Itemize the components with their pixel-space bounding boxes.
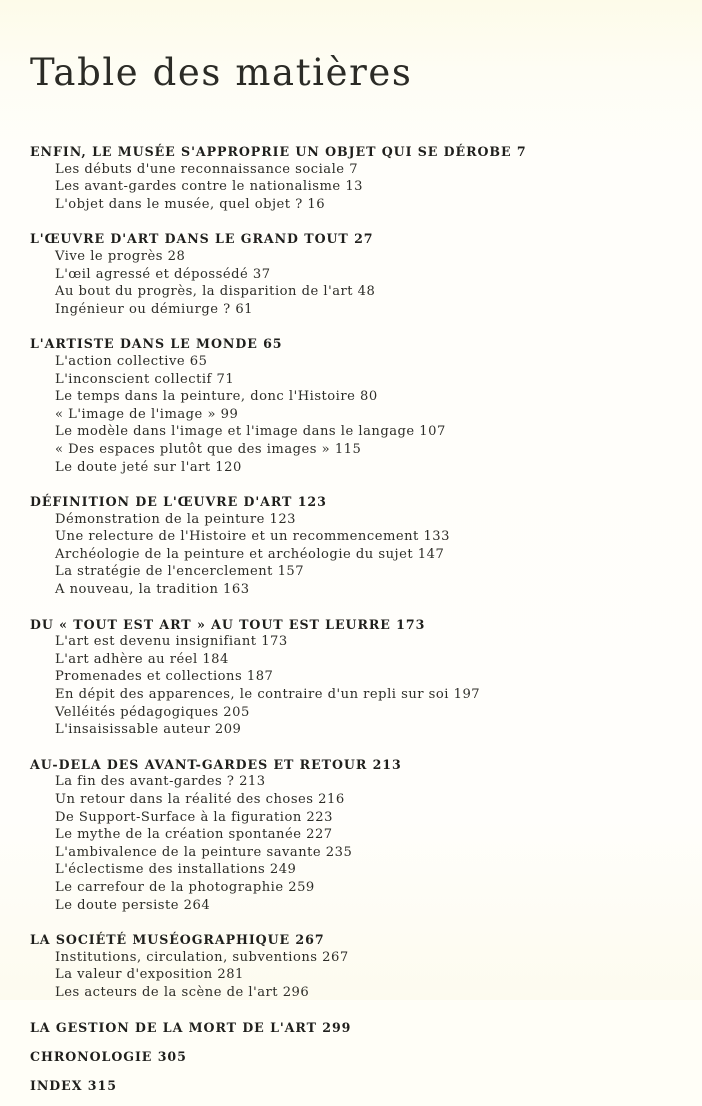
toc-entry[interactable]: Velléités pédagogiques 205 [55,704,250,720]
page-title: Table des matières [30,50,413,94]
toc-entry[interactable]: De Support-Surface à la figuration 223 [55,809,333,825]
toc-entry-list [0,511,702,599]
toc-entry[interactable]: « Des espaces plutôt que des images » 115 [55,441,362,457]
toc-section-heading[interactable]: DÉFINITION DE L'ŒUVRE D'ART 123 [30,494,327,510]
toc-entry[interactable]: La valeur d'exposition 281 [55,967,244,983]
toc-entry[interactable]: Le temps dans la peinture, donc l'Histoire 80 [55,389,378,405]
toc-section-heading[interactable]: LA GESTION DE LA MORT DE L'ART 299 [30,1019,352,1035]
toc-entry[interactable]: Au bout du progrès, la disparition de l'art 48 [55,284,376,300]
toc-entry[interactable]: « L'image de l'image » 99 [55,406,239,422]
toc-section [0,616,702,739]
toc-entry[interactable]: Institutions, circulation, subventions 267 [55,949,349,965]
toc-section [0,335,702,476]
toc-section [0,931,702,1001]
toc-entry[interactable]: Le mythe de la création spontanée 227 [55,827,333,843]
toc-entry[interactable]: La fin des avant-gardes ? 213 [55,774,266,790]
toc-section [0,1077,702,1095]
toc-section-heading[interactable]: DU « TOUT EST ART » AU TOUT EST LEURRE 173 [30,616,426,632]
toc-entry-list [0,633,702,739]
toc-entry[interactable]: L'ambivalence de la peinture savante 235 [55,844,353,860]
toc-section-heading[interactable]: INDEX 315 [30,1077,117,1093]
toc-entry-list [0,949,702,1002]
toc-entry[interactable]: En dépit des apparences, le contraire d'un repli sur soi 197 [55,687,481,703]
toc-section-heading[interactable]: L'ARTISTE DANS LE MONDE 65 [30,336,283,352]
toc-entry[interactable]: L'éclectisme des installations 249 [55,862,297,878]
toc-entry[interactable]: Les débuts d'une reconnaissance sociale 7 [55,161,359,177]
toc-entry[interactable]: L'inconscient collectif 71 [55,371,235,387]
toc-entry[interactable]: Le doute persiste 264 [55,897,211,913]
toc-entry[interactable]: La stratégie de l'encerclement 157 [55,564,305,580]
toc-section-heading[interactable]: CHRONOLOGIE 305 [30,1048,187,1064]
toc-section-heading[interactable]: LA SOCIÉTÉ MUSÉOGRAPHIQUE 267 [30,932,325,948]
toc-entry[interactable]: L'objet dans le musée, quel objet ? 16 [55,196,326,212]
toc-section [0,1048,702,1066]
toc-entry[interactable]: L'insaisissable auteur 209 [55,722,242,738]
toc-section [0,143,702,213]
toc-entry[interactable]: Promenades et collections 187 [55,669,274,685]
toc-entry[interactable]: Une relecture de l'Histoire et un recommencement 133 [55,529,450,545]
toc-entry[interactable]: Le doute jeté sur l'art 120 [55,459,242,475]
toc-list [0,143,702,1106]
toc-entry[interactable]: Archéologie de la peinture et archéologie du sujet 147 [55,546,445,562]
toc-section-heading[interactable]: L'ŒUVRE D'ART DANS LE GRAND TOUT 27 [30,231,374,247]
toc-section-heading[interactable]: AU-DELA DES AVANT-GARDES ET RETOUR 213 [30,756,402,772]
toc-entry[interactable]: Ingénieur ou démiurge ? 61 [55,301,254,317]
toc-entry-list [0,248,702,318]
toc-entry[interactable]: A nouveau, la tradition 163 [55,582,250,598]
toc-section [0,1019,702,1037]
toc-section-heading[interactable]: ENFIN, LE MUSÉE S'APPROPRIE UN OBJET QUI SE DÉROBE 7 [30,144,527,159]
toc-entry[interactable]: Les acteurs de la scène de l'art 296 [55,984,310,1000]
toc-section [0,230,702,318]
toc-entry[interactable]: Un retour dans la réalité des choses 216 [55,792,345,807]
toc-section [0,756,702,914]
toc-entry[interactable]: Le carrefour de la photographie 259 [55,879,315,895]
toc-entry-list [0,353,702,476]
toc-entry-list [0,773,702,914]
toc-entry[interactable]: Les avant-gardes contre le nationalisme 13 [55,179,363,195]
toc-entry[interactable]: Vive le progrès 28 [55,248,186,264]
toc-entry[interactable]: L'action collective 65 [55,353,208,369]
toc-entry[interactable]: Le modèle dans l'image et l'image dans le langage 107 [55,424,446,440]
toc-entry[interactable]: L'art adhère au réel 184 [55,651,229,667]
toc-entry-list [0,161,702,214]
toc-entry[interactable]: Démonstration de la peinture 123 [55,511,297,527]
toc-entry[interactable]: L'œil agressé et dépossédé 37 [55,266,271,282]
toc-entry[interactable]: L'art est devenu insignifiant 173 [55,634,288,650]
toc-section [0,493,702,599]
